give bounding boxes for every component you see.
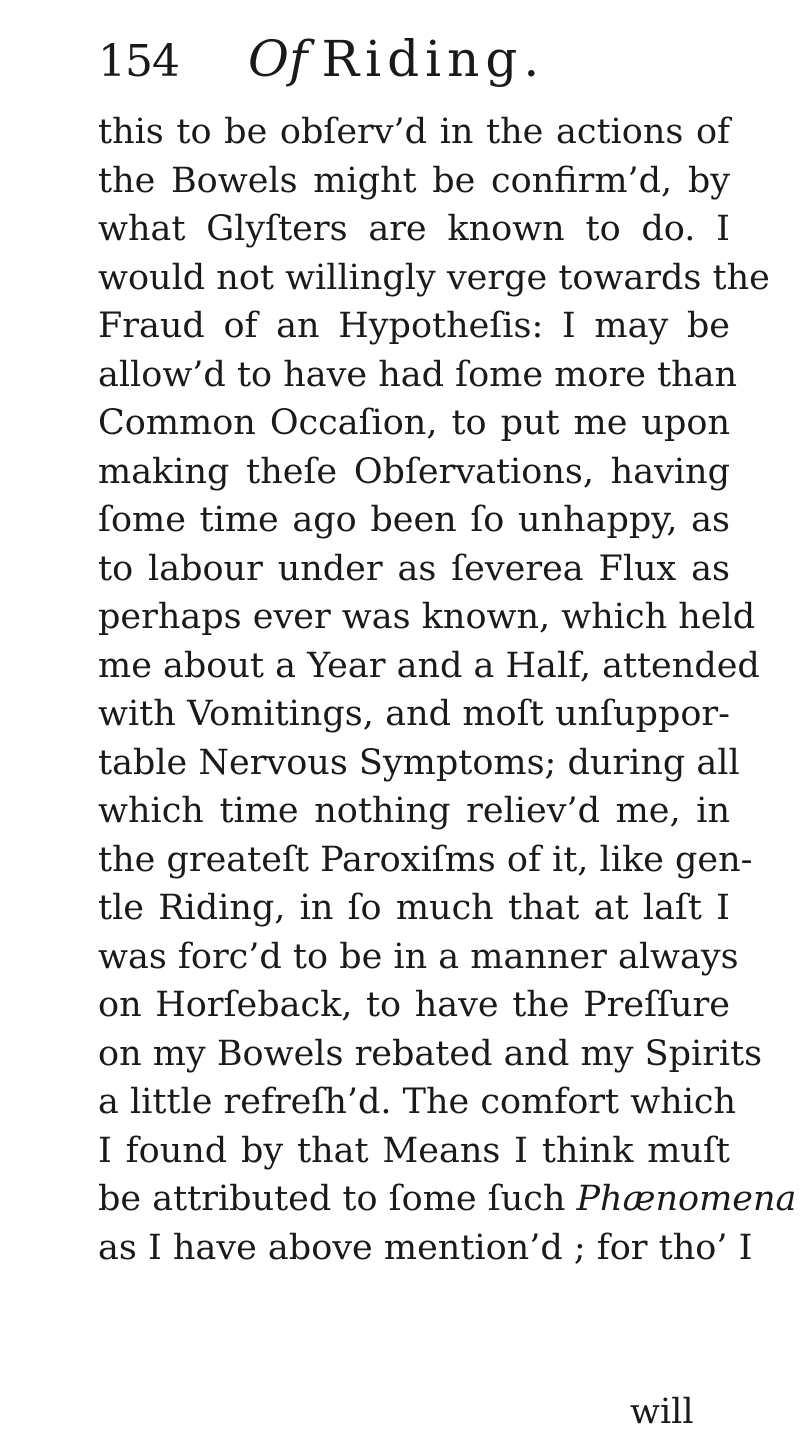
text-line: perhaps ever was known, which held [98, 597, 756, 637]
text-line: ſome time ago been ſo unhappy, as [98, 500, 730, 540]
text-line: this to be obſerv’d in the actions of [98, 112, 730, 152]
text-line: what Glyſters are known to do. I [98, 209, 730, 249]
text-line: as I have above mention’d ; for tho’ I [98, 1227, 753, 1268]
running-head-of: Of [248, 30, 308, 88]
text-line: me about a Year and a Half, attended [98, 645, 760, 686]
italic-term: Phænomena [576, 1179, 797, 1219]
text-line-with-italic [98, 1175, 797, 1224]
text-line: which time nothing reliev’d me, in [98, 791, 730, 831]
text-line: with Vomitings, and moſt unſuppor- [98, 694, 730, 734]
running-head-title: Riding. [321, 30, 546, 88]
page-number: 154 [98, 36, 179, 87]
body-text [98, 108, 797, 1272]
text-line: on my Bowels rebated and my Spirits [98, 1033, 763, 1074]
text-line: table Nervous Symptoms; during all [98, 742, 740, 783]
text-line: was forc’d to be in a manner always [98, 936, 739, 977]
page-header [98, 24, 738, 94]
text-line: a little refreſh’d. The comfort which [98, 1082, 737, 1122]
text-line: the greateſt Paroxiſms of it, like gen- [98, 839, 753, 880]
text-line: Common Occaſion, to put me upon [98, 403, 730, 443]
catchword: will [630, 1392, 694, 1432]
text-line: would not willingly verge towards the [98, 257, 770, 298]
running-head [248, 30, 545, 88]
text-line: to labour under as ſeverea Flux as [98, 548, 730, 589]
text-line-start: be attributed to ſome ſuch [98, 1179, 577, 1219]
text-line: tle Riding, in ſo much that at laſt I [98, 888, 730, 928]
text-line: making theſe Obſervations, having [98, 451, 730, 492]
text-line: Fraud of an Hypotheſis: I may be [98, 306, 730, 346]
text-line: I found by that Means I think muſt [98, 1130, 730, 1171]
text-line: allow’d to have had ſome more than [98, 354, 738, 395]
text-line: the Bowels might be confirm’d, by [98, 160, 730, 201]
text-line: on Horſeback, to have the Preſſure [98, 985, 730, 1025]
